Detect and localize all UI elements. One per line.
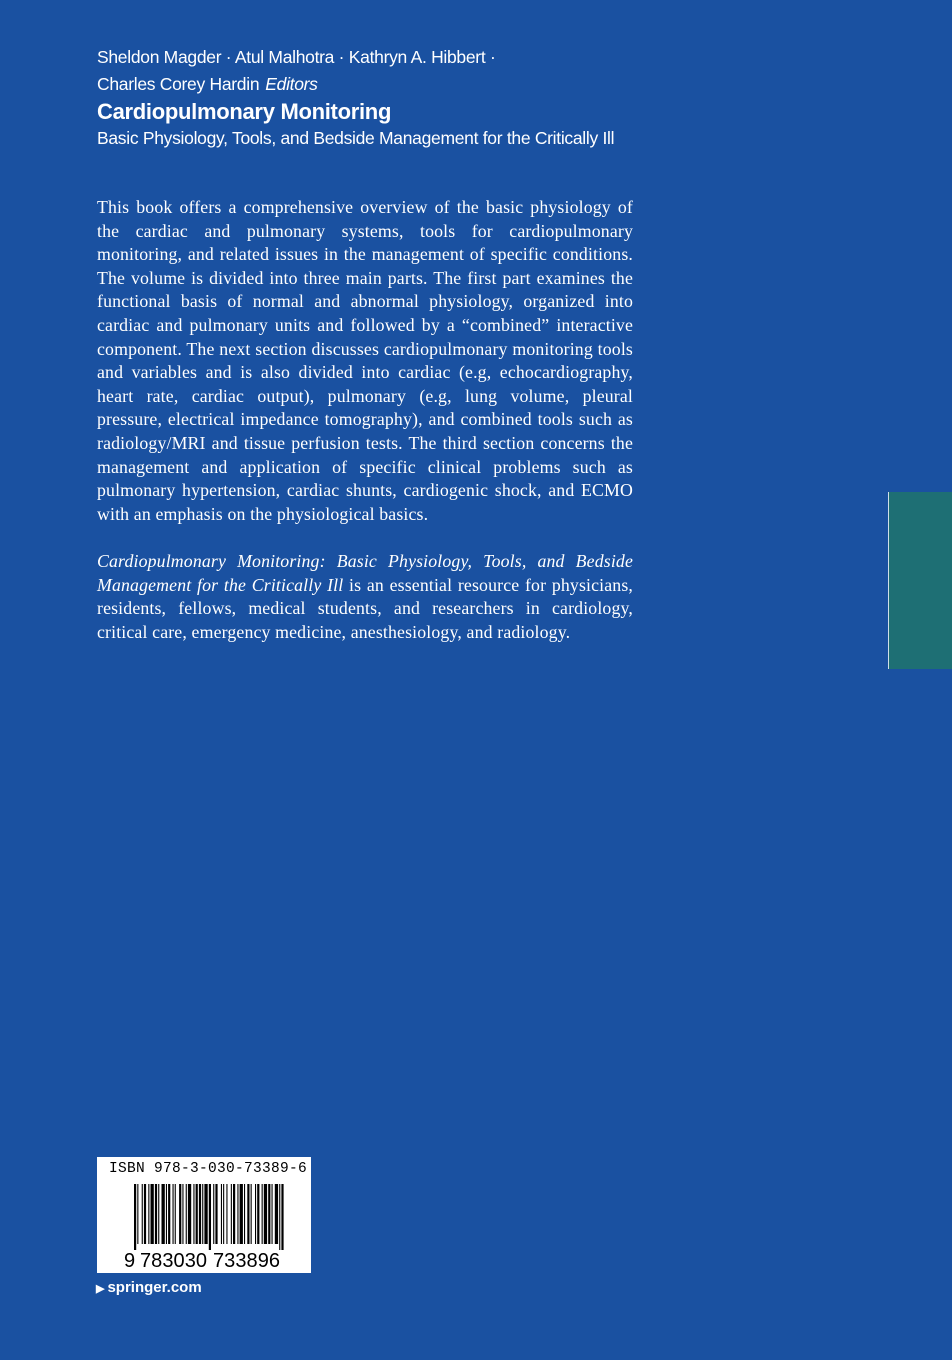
audience-text: is an essential resource for physicians, residents, fellows, medical students, and researchers in cardiology, critical care, emergency medicine, anesthesiology, and radiology. bbox=[97, 574, 633, 642]
barcode-digits-right: 733896 bbox=[213, 1250, 280, 1272]
barcode-bar bbox=[223, 1184, 224, 1244]
barcode-bar bbox=[142, 1184, 143, 1244]
barcode-bar bbox=[215, 1184, 217, 1244]
barcode-bar bbox=[281, 1184, 283, 1250]
description-paragraph-2 bbox=[97, 550, 633, 644]
barcode-bar bbox=[226, 1184, 227, 1244]
barcode-bar bbox=[209, 1184, 211, 1250]
barcode-bar bbox=[182, 1184, 183, 1244]
barcode-bar bbox=[213, 1184, 214, 1244]
barcode-bar bbox=[247, 1184, 249, 1244]
color-tab bbox=[888, 492, 952, 669]
editors-role: Editors bbox=[265, 74, 318, 94]
barcode-bar bbox=[204, 1184, 207, 1244]
editors-list bbox=[97, 44, 717, 98]
barcode-bar bbox=[173, 1184, 174, 1244]
barcode-bar bbox=[255, 1184, 256, 1244]
barcode-bar bbox=[233, 1184, 235, 1244]
publisher-url[interactable] bbox=[96, 1279, 202, 1296]
barcode-bar bbox=[237, 1184, 238, 1244]
barcode-bar bbox=[196, 1184, 198, 1244]
barcode-bar bbox=[186, 1184, 187, 1244]
author-name: Charles Corey Hardin bbox=[97, 74, 260, 94]
book-title: Cardiopulmonary Monitoring bbox=[97, 99, 392, 124]
barcode-bar bbox=[257, 1184, 259, 1244]
barcode-bar bbox=[268, 1184, 270, 1244]
book-description bbox=[97, 196, 633, 668]
barcode-bar bbox=[168, 1184, 170, 1244]
barcode-bar bbox=[279, 1184, 280, 1250]
barcode-bar bbox=[251, 1184, 252, 1244]
barcode-bar bbox=[199, 1184, 201, 1244]
authors-line-1: Sheldon Magder · Atul Malhotra · Kathryn A. Hibbert · bbox=[97, 47, 496, 67]
barcode-bar bbox=[158, 1184, 159, 1244]
barcode-bar bbox=[240, 1184, 243, 1244]
barcode-bar bbox=[188, 1184, 191, 1244]
isbn-barcode bbox=[97, 1157, 311, 1273]
barcode-bar bbox=[202, 1184, 203, 1244]
isbn-label: ISBN 978-3-030-73389-6 bbox=[109, 1161, 308, 1177]
barcode-bar bbox=[244, 1184, 245, 1244]
barcode-graphic bbox=[97, 1157, 311, 1273]
barcode-bar bbox=[231, 1184, 232, 1244]
barcode-bar bbox=[221, 1184, 222, 1244]
barcode-digit-first: 9 bbox=[124, 1250, 136, 1272]
barcode-bar bbox=[137, 1184, 138, 1244]
arrow-icon: ▶ bbox=[96, 1283, 105, 1295]
barcode-bar bbox=[275, 1184, 278, 1244]
book-subtitle: Basic Physiology, Tools, and Bedside Management for the Critically Ill bbox=[97, 128, 615, 148]
barcode-bar bbox=[151, 1184, 154, 1244]
barcode-bar bbox=[155, 1184, 157, 1244]
barcode-bar bbox=[175, 1184, 176, 1244]
header bbox=[97, 44, 717, 150]
barcode-bar bbox=[134, 1184, 136, 1250]
barcode-bar bbox=[179, 1184, 181, 1244]
barcode-bar bbox=[193, 1184, 194, 1244]
barcode-bar bbox=[144, 1184, 146, 1244]
barcode-bar bbox=[264, 1184, 267, 1244]
barcode-digits-left: 783030 bbox=[140, 1250, 207, 1272]
barcode-bar bbox=[162, 1184, 165, 1244]
barcode-bar bbox=[148, 1184, 149, 1244]
publisher-url-text: springer.com bbox=[107, 1279, 202, 1296]
barcode-bar bbox=[262, 1184, 263, 1244]
barcode-bar bbox=[166, 1184, 167, 1244]
authors-line-2 bbox=[97, 71, 717, 98]
italic-book-title: Cardiopulmonary Monitoring: Basic Physiology, Tools, and Bedside Management for the Critically Ill bbox=[97, 550, 633, 595]
description-paragraph-1: This book offers a comprehensive overview of the basic physiology of the cardiac and pulmonary systems, tools for cardiopulmonary monitoring, and related issues in the management of specific conditions. The volume is divided into three main parts. The first part examines the functional basis of normal and abnormal physiology, organized into cardiac and pulmonary units and followed by a “combined” interactive component. The next section discusses cardiopulmonary monitoring tools and variables and is also divided into cardiac (e.g, echocardiography, heart rate, cardiac output), pulmonary (e.g, lung volume, pleural pressure, electrical impedance tomography), and combined tools such as radiology/MRI and tissue perfusion tests. The third section concerns the management and application of specific clinical problems such as pulmonary hypertension, cardiac shunts, cardiogenic shock, and ECMO with an emphasis on the physiological basics. bbox=[97, 197, 633, 524]
barcode-bar bbox=[272, 1184, 273, 1244]
